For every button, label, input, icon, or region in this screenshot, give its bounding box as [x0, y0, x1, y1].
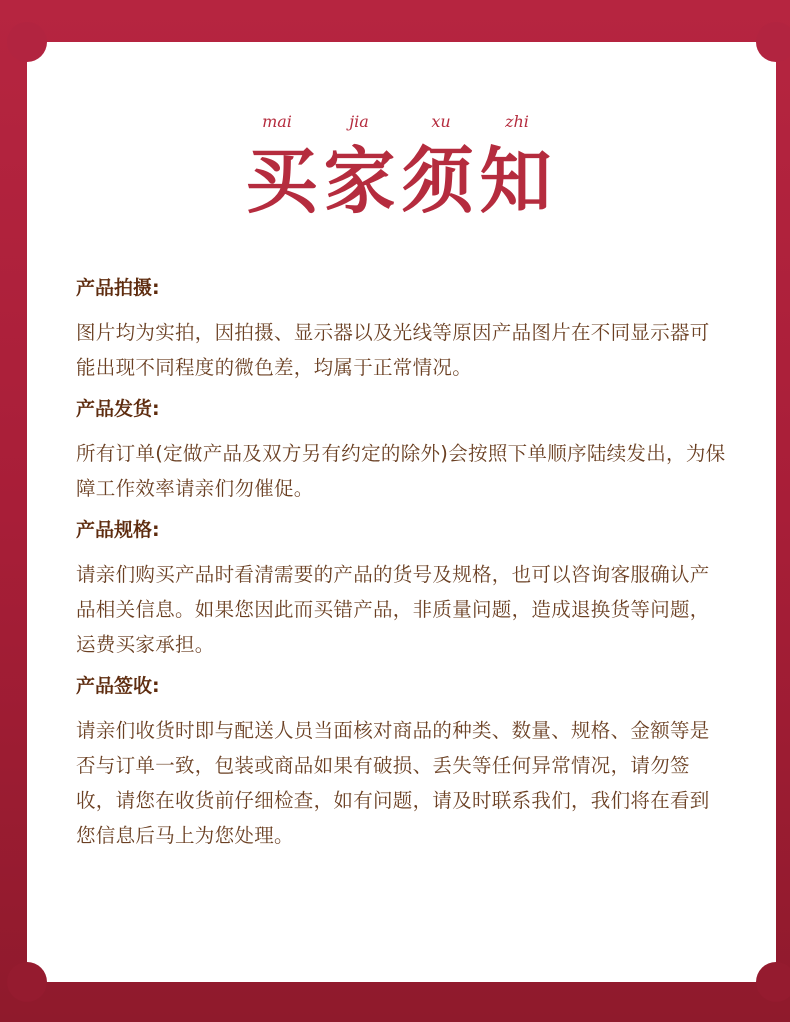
section-body: 所有订单(定做产品及双方另有约定的除外)会按照下单顺序陆续发出，为保障工作效率请亲们勿催促。 [76, 442, 726, 500]
notice-card [27, 42, 776, 982]
section-body: 请亲们购买产品时看清需要的产品的货号及规格，也可以咨询客服确认产品相关信息。如果您因此而买错产品，非质量问题，造成退换货等问题，运费买家承担。 [76, 563, 710, 656]
page-title: 买家须知 [245, 138, 558, 223]
section-photography [76, 274, 726, 385]
card-corner-top-left [7, 22, 47, 62]
section-title: 产品拍摄: [76, 277, 160, 299]
section-receipt [76, 672, 726, 853]
section-body: 图片均为实拍，因拍摄、显示器以及光线等原因产品图片在不同显示器可能出现不同程度的微色差，均属于正常情况。 [76, 321, 710, 379]
pinyin-xu: xu [431, 112, 451, 131]
section-shipping [76, 395, 726, 506]
notice-content [76, 274, 726, 863]
pinyin-zhi: zhi [505, 112, 529, 131]
section-title: 产品发货: [76, 398, 160, 420]
title-pinyin [27, 112, 776, 134]
section-title: 产品规格: [76, 519, 160, 541]
card-corner-bottom-left [7, 962, 47, 1002]
card-corner-bottom-right [756, 962, 790, 1002]
pinyin-jia: jia [349, 112, 369, 131]
section-specifications [76, 516, 726, 662]
card-corner-top-right [756, 22, 790, 62]
pinyin-mai: mai [262, 112, 292, 131]
section-body: 请亲们收货时即与配送人员当面核对商品的种类、数量、规格、金额等是否与订单一致，包装或商品如果有破损、丢失等任何异常情况，请勿签收，请您在收货前仔细检查，如有问题，请及时联系我们，我们将在看到您信息后马上为您处理。 [76, 719, 710, 847]
section-title: 产品签收: [76, 675, 160, 697]
